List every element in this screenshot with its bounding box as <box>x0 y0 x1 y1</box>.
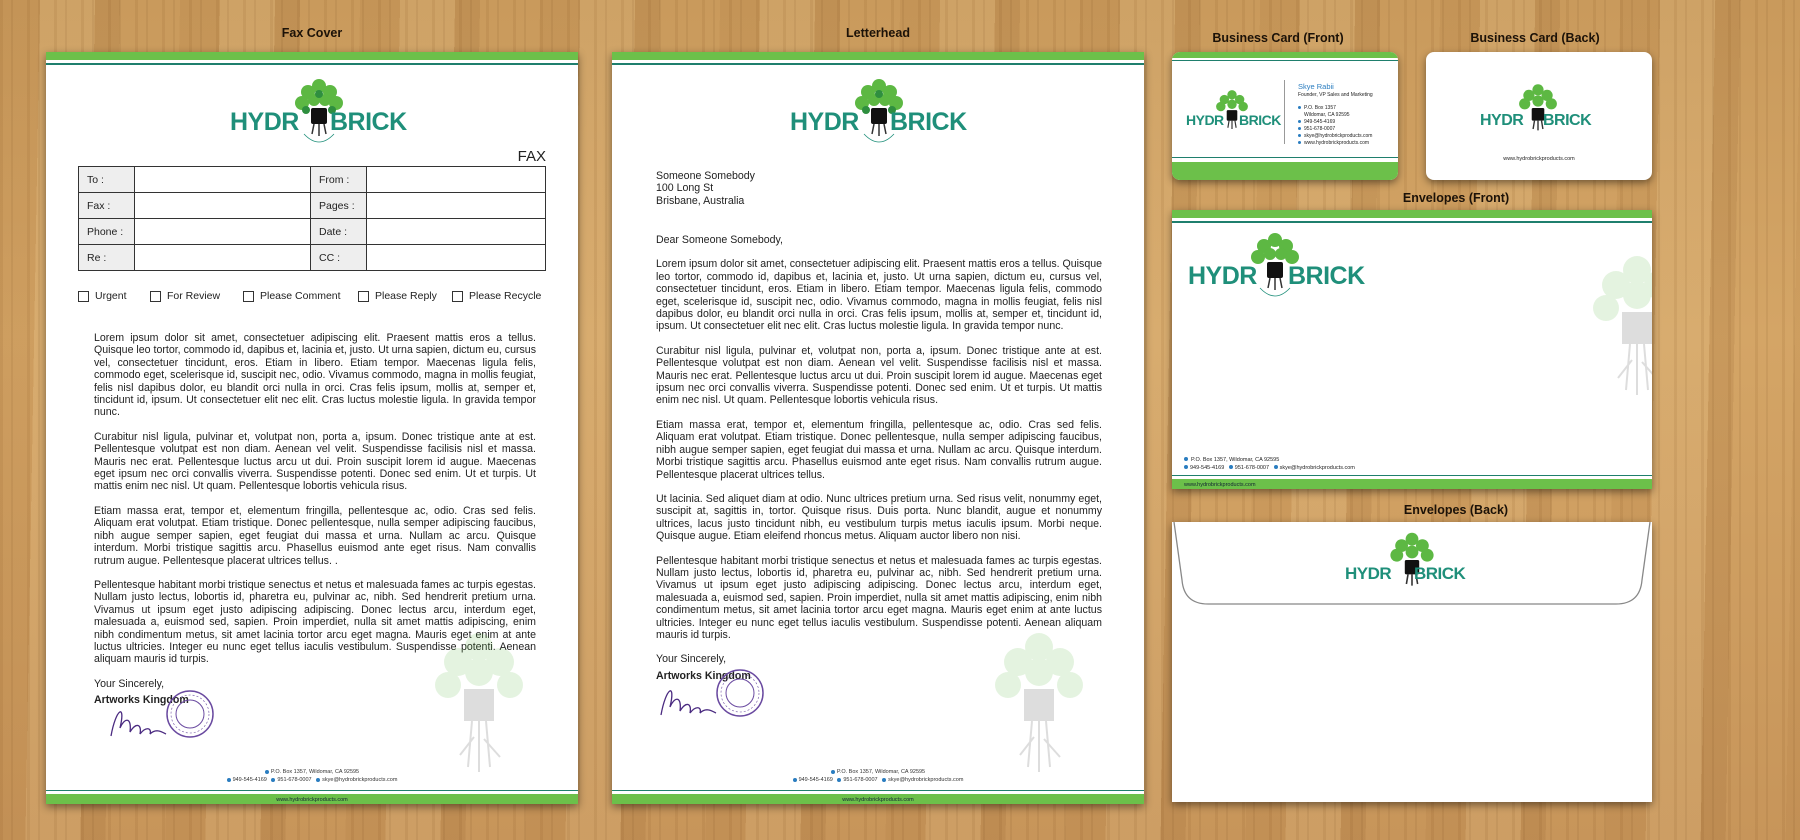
fax-cover-sheet <box>46 52 578 804</box>
checkbox-label: Please Reply <box>375 290 437 302</box>
brand-logo <box>790 72 967 162</box>
fax-text: 951-678-0007 <box>1234 465 1270 471</box>
business-card-back <box>1426 52 1652 180</box>
body-paragraph: Pellentesque habitant morbi tristique senectus et netus et malesuada fames ac turpis egestas. Nullam justo lectus, lobortis id, pharetra eu, pulvinar ac, nibh. Sed hendrerit pretium urna. Vivamus ut ipsum eget justo adipiscing adipiscing. Donec lectus arcu, interdum eget, malesuada a, euismod sed, sapien. Proin imperdiet, nulla sit amet mattis adipiscing, enim nibh condimentum metus, sit amet lacinia tortor arcu eget magna. Mauris eget enim at ante luctus ultricies. Integer eu nunc eget tellus iaculis vestibulum. Suspendisse potenti. Aenean aliquam mauris id turpis. <box>656 554 1102 641</box>
top-green-bar <box>1172 210 1652 218</box>
brand-logo <box>1182 86 1282 146</box>
body-paragraph: Ut lacinia. Sed aliquet diam at odio. Nunc ultrices pretium urna. Sed risus velit, nonummy eget, suscipit at, sagittis in, tortor. Quisque risus. Duis porta. Nunc blandit, augue et nonummy ultrices, lacus justo tincidunt nibh, eu vestibulum turpis metus iaculis ipsum. Morbi neque. Quisque augue. Etiam eleifend rhoncus metus. Aliquam auctor libero non nisi. <box>656 492 1102 543</box>
fax-icon <box>1229 465 1233 469</box>
location-icon <box>265 770 269 774</box>
email-text: skye@hydrobrickproducts.com <box>322 777 398 783</box>
body-paragraph: Lorem ipsum dolor sit amet, consectetuer adipiscing elit. Praesent mattis eros a tellus. Quisque leo tortor, commodo id, dapibus et, lacinia et, justo. Ut urna sapien, dictum eu, cursus vel, consectetuer tincidunt, eros. Etiam in libero. Etiam tempor. Maecenas ligula felis, commodo eget, scelerisque id, suscipit nec, odio. Vivamus commodo, magna in mollis feugiat, felis nisl dapibus dolor, eu blandit orci nulla in orci. Cras felis ipsum, mollis at, semper et, tincidunt id, ipsum. Ut consectetuer elit nec elit. Cras luctus molestie ligula. In gravida tempor nunc. <box>94 332 536 419</box>
fax-fields-table <box>78 166 546 271</box>
watermark-tree-icon <box>424 627 534 782</box>
body-paragraph: Curabitur nisl ligula, pulvinar et, volutpat non, porta a, ipsum. Donec tristique ante at est. Pellentesque volutpat est non diam. Aenean vel velit. Suspendisse facilisis nisl et massa. Mauris nec erat. Pellentesque luctus arcu ut dui. Proin suscipit lorem id augue. Maecenas eget ipsum nec orci convallis viverra. Suspendisse potenti. Donec sed enim. Ut et turpis. Ut mattis enim nec nisl. Ut quam. Pellentesque lobortis vehicula risus. <box>656 344 1102 407</box>
phone-field[interactable] <box>135 219 311 245</box>
brand-wordmark-left: HYDR <box>1186 112 1224 128</box>
phone-text: 949-545-4169 <box>232 777 267 783</box>
checkbox-box[interactable] <box>150 291 161 302</box>
checkbox-label: Please Comment <box>260 290 341 302</box>
phone-label: Phone : <box>79 219 135 245</box>
card-name: Skye Rabii <box>1298 82 1334 91</box>
card-line: www.hydrobrickproducts.com <box>1298 140 1394 147</box>
envelope-front <box>1172 210 1652 489</box>
email-icon <box>1274 465 1278 469</box>
website-text: www.hydrobrickproducts.com <box>1503 156 1575 162</box>
card-title: Founder, VP Sales and Marketing <box>1298 92 1373 98</box>
brand-wordmark-right: BRICK <box>330 108 407 136</box>
table-row <box>79 193 546 219</box>
fax-label: Fax : <box>79 193 135 219</box>
fax-cover-label: Fax Cover <box>281 26 343 40</box>
phone-icon <box>1184 465 1188 469</box>
checkbox-box[interactable] <box>78 291 89 302</box>
table-row <box>79 245 546 271</box>
signature-stamp <box>106 688 216 753</box>
brand-wordmark-right: BRICK <box>890 108 967 136</box>
business-card-front <box>1172 52 1398 180</box>
website-text: www.hydrobrickproducts.com <box>842 797 914 803</box>
pages-field[interactable] <box>367 193 546 219</box>
brand-wordmark-right: BRICK <box>1288 262 1365 290</box>
envelope-front-label: Envelopes (Front) <box>1402 191 1510 205</box>
brand-wordmark-left: HYDR <box>1345 564 1392 583</box>
email-icon <box>882 778 886 782</box>
bottom-green-bar <box>1172 162 1398 180</box>
fax-icon <box>837 778 841 782</box>
globe-icon <box>1298 141 1301 144</box>
website-text: www.hydrobrickproducts.com <box>276 797 348 803</box>
business-card-front-label: Business Card (Front) <box>1212 31 1344 45</box>
business-card-back-label: Business Card (Back) <box>1470 31 1600 45</box>
letterhead-sheet <box>612 52 1144 804</box>
brand-wordmark-left: HYDR <box>790 108 859 136</box>
top-green-bar <box>612 52 1144 60</box>
brand-wordmark-right: BRICK <box>1414 564 1466 583</box>
checkbox-label: Please Recycle <box>469 290 542 302</box>
email-icon <box>316 778 320 782</box>
body-paragraph: Lorem ipsum dolor sit amet, consectetuer adipiscing elit. Praesent mattis eros a tellus. Quisque leo tortor, commodo id, dapibus et, lacinia et, justo. Ut urna sapien, dictum eu, cursus vel, consectetuer tincidunt, eros. Etiam in libero. Etiam tempor. Maecenas ligula felis, commodo eget, scelerisque id, suscipit nec, odio. Vivamus commodo, magna in mollis feugiat, felis nisl dapibus dolor, eu blandit orci nulla in orci. Cras felis ipsum, mollis at, semper et, tincidunt id, ipsum. Ut consectetuer elit nec elit. Cras luctus molestie ligula. In gravida tempor nunc. <box>656 258 1102 333</box>
email-text: skye@hydrobrickproducts.com <box>888 777 964 783</box>
bottom-teal-line <box>46 790 578 792</box>
date-label: Date : <box>311 219 367 245</box>
closing-text: Your Sincerely, <box>656 653 727 666</box>
closing-text: Your Sincerely, <box>94 677 165 690</box>
location-icon <box>1298 106 1301 109</box>
table-row <box>79 167 546 193</box>
address-line: Someone Somebody <box>656 170 755 182</box>
table-row <box>79 219 546 245</box>
address-line: 100 Long St <box>656 182 714 195</box>
contact-footer <box>612 768 1144 784</box>
top-teal-line <box>1172 60 1398 61</box>
greeting: Dear Someone Somebody, <box>656 234 784 246</box>
fax-text: 951-678-0007 <box>277 777 312 783</box>
top-green-bar <box>46 52 578 60</box>
envelope-back <box>1172 522 1652 802</box>
urgent-checkbox[interactable] <box>78 290 150 302</box>
card-divider <box>1284 80 1285 144</box>
body-paragraph: Etiam massa erat, tempor et, elementum fringilla, pellentesque ac, odio. Cras sed felis. Aliquam erat volutpat. Etiam tristique. Donec pellentesque, nulla semper adipiscing faucibus, nibh augue semper sapien, eget feugiat dui massa et urna. Nullam ac arcu. Quisque interdum. Morbi tristique sagittis arcu. Phasellus euismod ante eget risus. Nam convallis rutrum augue. Pellentesque placerat ultrices tellus. . <box>94 504 536 567</box>
brand-wordmark-right: BRICK <box>1543 112 1592 129</box>
envelope-back-label: Envelopes (Back) <box>1403 503 1509 517</box>
brand-logo <box>1478 80 1598 150</box>
checkbox-label: Urgent <box>95 290 127 302</box>
re-field[interactable] <box>135 245 311 271</box>
letterhead-label: Letterhead <box>846 26 910 40</box>
top-teal-line <box>46 63 578 65</box>
to-field[interactable] <box>135 167 311 193</box>
body-paragraph: Pellentesque habitant morbi tristique senectus et netus et malesuada fames ac turpis egestas. Nullam justo lectus, lobortis id, pharetra eu, pulvinar ac, nibh. Sed hendrerit pretium urna. Vivamus ut ipsum eget justo adipiscing adipiscing. Donec lectus arcu, interdum eget, malesuada a, euismod sed, sapien. Proin imperdiet, nulla sit amet mattis adipiscing, enim nibh condimentum metus, sit amet lacinia tortor arcu eget magna. Mauris eget enim at ante luctus ultricies. Integer eu nunc eget tellus iaculis vestibulum. Suspendisse potenti. Aenean aliquam mauris id turpis. <box>94 578 536 666</box>
checkbox-label: For Review <box>167 290 221 302</box>
location-icon <box>1184 457 1188 461</box>
pages-label: Pages : <box>311 193 367 219</box>
to-label: To : <box>79 167 135 193</box>
address-line: Brisbane, Australia <box>656 194 745 207</box>
watermark-tree-icon <box>984 627 1094 782</box>
brand-wordmark-right: BRICK <box>1239 112 1281 128</box>
watermark-tree-icon <box>1582 250 1652 405</box>
cc-label: CC : <box>311 245 367 271</box>
brand-wordmark-left: HYDR <box>230 108 299 136</box>
top-green-bar <box>1172 52 1398 58</box>
card-line: 951-678-0007 <box>1298 126 1394 133</box>
fax-icon <box>1298 127 1301 130</box>
website-text: www.hydrobrickproducts.com <box>1184 482 1256 488</box>
fax-icon <box>271 778 275 782</box>
phone-icon <box>1298 120 1301 123</box>
from-label: From : <box>311 167 367 193</box>
contact-footer <box>46 768 578 784</box>
card-line: skye@hydrobrickproducts.com <box>1298 133 1394 140</box>
date-field[interactable] <box>367 219 546 245</box>
brand-logo <box>1188 226 1365 316</box>
bottom-teal-line <box>612 790 1144 792</box>
brand-logo <box>1342 528 1482 608</box>
card-line: Wildomar, CA 92595 <box>1304 112 1350 118</box>
brand-wordmark-left: HYDR <box>1480 112 1524 129</box>
card-line: 949-545-4169 <box>1298 119 1394 126</box>
card-contact-block <box>1298 82 1394 147</box>
fax-heading: FAX <box>517 148 546 165</box>
signature-stamp <box>656 667 766 732</box>
re-label: Re : <box>79 245 135 271</box>
brand-wordmark-left: HYDR <box>1188 262 1257 290</box>
phone-icon <box>227 778 231 782</box>
fax-text: 951-678-0007 <box>843 777 878 783</box>
bottom-teal-line <box>1172 157 1398 158</box>
please-comment-checkbox[interactable] <box>243 290 358 302</box>
address-text: P.O. Box 1357, Wildomar, CA 92595 <box>836 769 926 775</box>
bottom-teal-line <box>1172 475 1652 477</box>
email-icon <box>1298 134 1301 137</box>
card-line: P.O. Box 1357 <box>1298 105 1394 112</box>
address-text: P.O. Box 1357, Wildomar, CA 92595 <box>270 769 360 775</box>
phone-text: 949-545-4169 <box>798 777 833 783</box>
signer-name: Artworks Kingdom <box>656 669 751 682</box>
address-text: P.O. Box 1357, Wildomar, CA 92595 <box>1191 457 1280 463</box>
please-recycle-checkbox[interactable] <box>452 290 541 302</box>
return-address-block <box>1184 456 1355 472</box>
brand-logo <box>230 72 407 162</box>
phone-icon <box>793 778 797 782</box>
checkbox-box[interactable] <box>243 291 254 302</box>
cc-field[interactable] <box>367 245 546 271</box>
checkbox-box[interactable] <box>452 291 463 302</box>
location-icon <box>831 770 835 774</box>
checkbox-box[interactable] <box>358 291 369 302</box>
for-review-checkbox[interactable] <box>150 290 243 302</box>
top-teal-line <box>612 63 1144 65</box>
recipient-address <box>656 170 956 207</box>
body-paragraph: Curabitur nisl ligula, pulvinar et, volutpat non, porta a, ipsum. Donec tristique ante at est. Pellentesque volutpat est non diam. Aenean vel velit. Suspendisse facilisis nisl et massa. Mauris nec erat. Pellentesque luctus arcu ut dui. Proin suscipit lorem id augue. Maecenas eget ipsum nec orci convallis viverra. Suspendisse potenti. Donec sed enim. Ut et turpis. Ut mattis enim nec nisl. Ut quam. Pellentesque lobortis vehicula risus. <box>94 430 536 493</box>
top-teal-line <box>1172 221 1652 223</box>
body-paragraph: Etiam massa erat, tempor et, elementum fringilla, pellentesque ac, odio. Cras sed felis. Aliquam erat volutpat. Etiam tristique. Donec pellentesque, nulla semper adipiscing faucibus, nibh augue semper sapien, eget feugiat dui massa et urna. Nullam ac arcu. Quisque interdum. Morbi tristique sagittis arcu. Phasellus euismod ante eget risus. Nam convallis rutrum augue. Pellentesque placerat ultrices tellus. <box>656 418 1102 481</box>
phone-text: 949-545-4169 <box>1190 465 1225 471</box>
from-field[interactable] <box>367 167 546 193</box>
letter-body <box>656 234 1102 682</box>
please-reply-checkbox[interactable] <box>358 290 452 302</box>
fax-field[interactable] <box>135 193 311 219</box>
email-text: skye@hydrobrickproducts.com <box>1279 465 1355 471</box>
checkbox-row <box>78 290 541 302</box>
signer-name: Artworks Kingdom <box>94 694 189 707</box>
